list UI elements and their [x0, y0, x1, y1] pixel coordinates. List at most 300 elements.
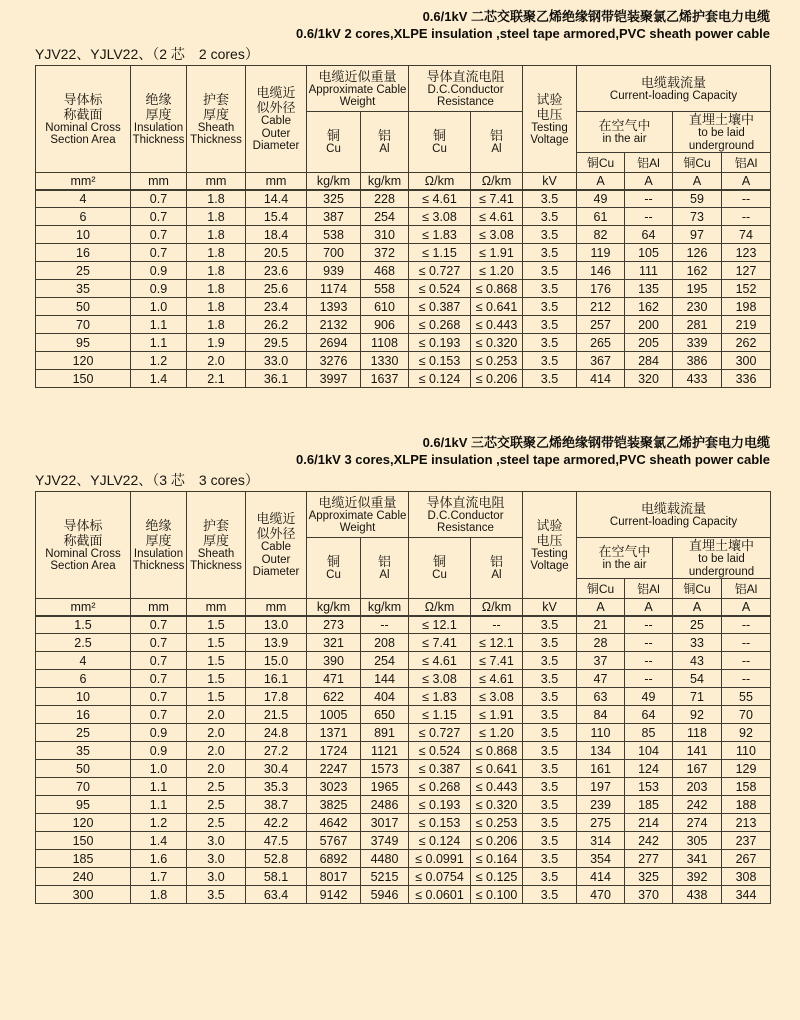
cell: ≤ 0.320 [471, 796, 523, 814]
cell: 64 [625, 706, 673, 724]
cell: 0.7 [131, 688, 187, 706]
cell: 95 [36, 796, 131, 814]
cell: 95 [36, 334, 131, 352]
cell: 3.5 [523, 370, 577, 388]
cell: 110 [577, 724, 625, 742]
cell: 33.0 [246, 352, 307, 370]
subgroup-underground: 直埋土壤中 to be laid underground [673, 112, 771, 153]
col-nominal-section: 导体标 称截面 Nominal Cross Section Area [36, 66, 131, 173]
cell: ≤ 0.253 [471, 814, 523, 832]
cell: 0.7 [131, 634, 187, 652]
cell: 49 [625, 688, 673, 706]
cell: 1.2 [131, 814, 187, 832]
group-dc-resistance: 导体直流电阻 D.C.Conductor Resistance [409, 66, 523, 112]
cell: 257 [577, 316, 625, 334]
table-header [36, 492, 771, 616]
cell: 208 [361, 634, 409, 652]
cell: 14.4 [246, 190, 307, 208]
cell: 203 [673, 778, 722, 796]
cell: 26.2 [246, 316, 307, 334]
cell: 10 [36, 226, 131, 244]
table1-model-line: YJV22、YJLV22、（2 芯 2 cores） [35, 46, 259, 62]
cell: ≤ 0.387 [409, 760, 471, 778]
cell: ≤ 4.61 [409, 652, 471, 670]
table-row [36, 370, 771, 388]
cell: 558 [361, 280, 409, 298]
cell: 18.4 [246, 226, 307, 244]
cell: 185 [625, 796, 673, 814]
cell: 538 [307, 226, 361, 244]
cell: 162 [625, 298, 673, 316]
cell: 325 [625, 868, 673, 886]
cell: 25 [36, 262, 131, 280]
cell: 9142 [307, 886, 361, 904]
cell: ≤ 4.61 [409, 190, 471, 208]
cell: 50 [36, 760, 131, 778]
cell: 2.5 [187, 778, 246, 796]
cell: 1.4 [131, 832, 187, 850]
cell: 1.8 [187, 316, 246, 334]
col-underground-cu: 铜Cu [673, 579, 722, 599]
cell: 230 [673, 298, 722, 316]
table-row [36, 190, 771, 208]
cell: 30.4 [246, 760, 307, 778]
unit-cell: A [673, 173, 722, 190]
unit-cell: kg/km [361, 173, 409, 190]
table-row [36, 652, 771, 670]
cell: 105 [625, 244, 673, 262]
cell: 468 [361, 262, 409, 280]
col-air-al: 铝Al [625, 153, 673, 173]
cell: 0.9 [131, 280, 187, 298]
section-2core [35, 8, 770, 388]
cell: 3.5 [523, 616, 577, 634]
cell: 20.5 [246, 244, 307, 262]
cell: 1.2 [131, 352, 187, 370]
cell: ≤ 3.08 [409, 670, 471, 688]
cell: ≤ 1.20 [471, 262, 523, 280]
cell: 367 [577, 352, 625, 370]
cell: 3276 [307, 352, 361, 370]
cell: 212 [577, 298, 625, 316]
cell: 25.6 [246, 280, 307, 298]
table-row [36, 724, 771, 742]
cell: ≤ 0.443 [471, 778, 523, 796]
cell: 153 [625, 778, 673, 796]
cell: 3.5 [523, 334, 577, 352]
cell: 25 [673, 616, 722, 634]
cell: 273 [307, 616, 361, 634]
cell: ≤ 3.08 [471, 226, 523, 244]
table-row [36, 244, 771, 262]
cell: 1.8 [187, 244, 246, 262]
cell: ≤ 0.124 [409, 832, 471, 850]
cell: 3023 [307, 778, 361, 796]
cell: 35 [36, 742, 131, 760]
cell: 939 [307, 262, 361, 280]
cell: 239 [577, 796, 625, 814]
cell: 124 [625, 760, 673, 778]
cell: ≤ 0.0991 [409, 850, 471, 868]
col-testing-voltage: 试验 电压 Testing Voltage [523, 492, 577, 599]
col-resistance-cu: 铜 Cu [409, 538, 471, 599]
cell: 13.9 [246, 634, 307, 652]
col-weight-cu: 铜 Cu [307, 112, 361, 173]
cell: 1.0 [131, 760, 187, 778]
cell: 17.8 [246, 688, 307, 706]
cell: ≤ 0.524 [409, 742, 471, 760]
cell: 2.0 [187, 352, 246, 370]
cell: -- [361, 616, 409, 634]
cell: 135 [625, 280, 673, 298]
cell: 341 [673, 850, 722, 868]
cell: 70 [36, 778, 131, 796]
cell: 438 [673, 886, 722, 904]
unit-cell: mm [131, 599, 187, 616]
cell: ≤ 0.641 [471, 760, 523, 778]
cell: 3.5 [523, 316, 577, 334]
cell: 471 [307, 670, 361, 688]
cell: 21 [577, 616, 625, 634]
table1-title-en: 0.6/1kV 2 cores,XLPE insulation ,steel tape armored,PVC sheath power cable [296, 26, 770, 41]
cell: 4 [36, 652, 131, 670]
cell: 3.5 [523, 688, 577, 706]
cell: 392 [673, 868, 722, 886]
cell: 23.6 [246, 262, 307, 280]
cell: 314 [577, 832, 625, 850]
cell: 254 [361, 208, 409, 226]
table-row [36, 832, 771, 850]
cell: 1.8 [131, 886, 187, 904]
col-air-cu: 铜Cu [577, 153, 625, 173]
subgroup-in-air: 在空气中 in the air [577, 112, 673, 153]
cell: 275 [577, 814, 625, 832]
cell: 2.0 [187, 742, 246, 760]
col-weight-al: 铝 Al [361, 538, 409, 599]
cell: 3749 [361, 832, 409, 850]
cell: 118 [673, 724, 722, 742]
col-testing-voltage: 试验 电压 Testing Voltage [523, 66, 577, 173]
table1-title-zh: 0.6/1kV 二芯交联聚乙烯绝缘钢带铠装聚氯乙烯护套电力电缆 [422, 9, 770, 24]
cell: 2.5 [36, 634, 131, 652]
unit-cell: A [625, 599, 673, 616]
cell: 891 [361, 724, 409, 742]
cell: 3.5 [523, 352, 577, 370]
cell: ≤ 0.206 [471, 832, 523, 850]
cell: 42.2 [246, 814, 307, 832]
cell: 344 [722, 886, 771, 904]
cell: 3.5 [523, 706, 577, 724]
cell: ≤ 1.91 [471, 244, 523, 262]
cell: 47.5 [246, 832, 307, 850]
cell: ≤ 3.08 [409, 208, 471, 226]
cell: 372 [361, 244, 409, 262]
cell: 162 [673, 262, 722, 280]
cell: 146 [577, 262, 625, 280]
cell: 63.4 [246, 886, 307, 904]
cell: ≤ 7.41 [409, 634, 471, 652]
cell: ≤ 0.443 [471, 316, 523, 334]
cell: 1.6 [131, 850, 187, 868]
cell: 277 [625, 850, 673, 868]
cell: 3.5 [523, 190, 577, 208]
cell: 150 [36, 370, 131, 388]
col-sheath-thickness: 护套 厚度 Sheath Thickness [187, 66, 246, 173]
spec-table-2core [35, 65, 771, 388]
table2-title-en: 0.6/1kV 3 cores,XLPE insulation ,steel tape armored,PVC sheath power cable [296, 452, 770, 467]
cell: 85 [625, 724, 673, 742]
unit-cell: A [577, 599, 625, 616]
cell: 35 [36, 280, 131, 298]
cell: 1.8 [187, 190, 246, 208]
cell: 73 [673, 208, 722, 226]
cell: 176 [577, 280, 625, 298]
cell: 152 [722, 280, 771, 298]
cell: 129 [722, 760, 771, 778]
cell: 1.5 [187, 688, 246, 706]
cell: 0.9 [131, 262, 187, 280]
cell: 10 [36, 688, 131, 706]
cell: 23.4 [246, 298, 307, 316]
cell: -- [625, 190, 673, 208]
cell: 167 [673, 760, 722, 778]
cell: 3.5 [523, 742, 577, 760]
cell: 3997 [307, 370, 361, 388]
cell: 49 [577, 190, 625, 208]
cell: 2.0 [187, 706, 246, 724]
cell: 284 [625, 352, 673, 370]
cell: 27.2 [246, 742, 307, 760]
cell: 3.5 [523, 670, 577, 688]
subgroup-in-air: 在空气中 in the air [577, 538, 673, 579]
cell: 622 [307, 688, 361, 706]
unit-cell: mm [246, 173, 307, 190]
cell: 219 [722, 316, 771, 334]
cell: 50 [36, 298, 131, 316]
col-cable-outer-diameter: 电缆近 似外径 Cable Outer Diameter [246, 66, 307, 173]
table1-titles [35, 8, 770, 42]
cell: 5215 [361, 868, 409, 886]
cell: 262 [722, 334, 771, 352]
col-sheath-thickness: 护套 厚度 Sheath Thickness [187, 492, 246, 599]
cell: 29.5 [246, 334, 307, 352]
cell: 1.5 [36, 616, 131, 634]
cell: 336 [722, 370, 771, 388]
cell: ≤ 1.15 [409, 244, 471, 262]
cell: 150 [36, 832, 131, 850]
cell: 5946 [361, 886, 409, 904]
cell: 3.5 [523, 298, 577, 316]
cell: 242 [625, 832, 673, 850]
cell: ≤ 0.868 [471, 280, 523, 298]
cell: 305 [673, 832, 722, 850]
cell: 0.7 [131, 670, 187, 688]
cell: 265 [577, 334, 625, 352]
cell: 1108 [361, 334, 409, 352]
cell: 281 [673, 316, 722, 334]
cell: 3.0 [187, 868, 246, 886]
table2-title-zh: 0.6/1kV 三芯交联聚乙烯绝缘钢带铠装聚氯乙烯护套电力电缆 [422, 435, 770, 450]
units-row [36, 599, 771, 616]
cell: 110 [722, 742, 771, 760]
cell: 308 [722, 868, 771, 886]
unit-cell: Ω/km [409, 173, 471, 190]
cell: ≤ 0.124 [409, 370, 471, 388]
cell: 320 [625, 370, 673, 388]
table-row [36, 706, 771, 724]
table-row [36, 688, 771, 706]
cell: 3.5 [523, 886, 577, 904]
table-row [36, 850, 771, 868]
cell: 21.5 [246, 706, 307, 724]
cell: 274 [673, 814, 722, 832]
cell: 3.5 [523, 244, 577, 262]
cell: 37 [577, 652, 625, 670]
cell: 126 [673, 244, 722, 262]
cell: 1.8 [187, 298, 246, 316]
cell: 1005 [307, 706, 361, 724]
cell: 390 [307, 652, 361, 670]
cell: 0.7 [131, 706, 187, 724]
cell: 414 [577, 868, 625, 886]
cell: 120 [36, 814, 131, 832]
unit-cell: kV [523, 599, 577, 616]
unit-cell: A [673, 599, 722, 616]
unit-cell: kg/km [361, 599, 409, 616]
cell: 906 [361, 316, 409, 334]
group-cable-weight: 电缆近似重量 Approximate Cable Weight [307, 66, 409, 112]
cell: 70 [722, 706, 771, 724]
col-insulation-thickness: 绝缘 厚度 Insulation Thickness [131, 492, 187, 599]
cell: 1965 [361, 778, 409, 796]
cell: 2.0 [187, 760, 246, 778]
unit-cell: kg/km [307, 173, 361, 190]
unit-cell: mm [187, 173, 246, 190]
cell: 58.1 [246, 868, 307, 886]
cell: 3017 [361, 814, 409, 832]
cell: 1724 [307, 742, 361, 760]
cell: -- [722, 634, 771, 652]
cell: 16 [36, 706, 131, 724]
cell: 0.7 [131, 226, 187, 244]
cell: 63 [577, 688, 625, 706]
col-resistance-al: 铝 Al [471, 112, 523, 173]
cell: 84 [577, 706, 625, 724]
cell: 188 [722, 796, 771, 814]
cell: ≤ 1.91 [471, 706, 523, 724]
cell: 325 [307, 190, 361, 208]
unit-cell: kV [523, 173, 577, 190]
table-row [36, 796, 771, 814]
cell: 1.9 [187, 334, 246, 352]
cell: 82 [577, 226, 625, 244]
unit-cell: Ω/km [471, 173, 523, 190]
cell: 104 [625, 742, 673, 760]
cell: ≤ 1.83 [409, 688, 471, 706]
subgroup-underground: 直埋土壤中 to be laid underground [673, 538, 771, 579]
cell: ≤ 3.08 [471, 688, 523, 706]
cell: 1330 [361, 352, 409, 370]
unit-cell: mm² [36, 599, 131, 616]
cell: 1393 [307, 298, 361, 316]
cell: 8017 [307, 868, 361, 886]
cell: 134 [577, 742, 625, 760]
cell: ≤ 0.868 [471, 742, 523, 760]
cell: 3.5 [523, 778, 577, 796]
cell: 4 [36, 190, 131, 208]
cell: 120 [36, 352, 131, 370]
cell: ≤ 0.727 [409, 262, 471, 280]
cell: 28 [577, 634, 625, 652]
cell: ≤ 0.387 [409, 298, 471, 316]
cell: 414 [577, 370, 625, 388]
cell: 1174 [307, 280, 361, 298]
col-insulation-thickness: 绝缘 厚度 Insulation Thickness [131, 66, 187, 173]
cell: ≤ 0.164 [471, 850, 523, 868]
group-current-capacity: 电缆载流量 Current-loading Capacity [577, 66, 771, 112]
cell: 92 [673, 706, 722, 724]
table-row [36, 316, 771, 334]
cell: ≤ 12.1 [409, 616, 471, 634]
cell: 43 [673, 652, 722, 670]
cell: 1.5 [187, 634, 246, 652]
cell: ≤ 0.524 [409, 280, 471, 298]
table-row [36, 760, 771, 778]
cell: 3.5 [523, 208, 577, 226]
cell: -- [722, 208, 771, 226]
cell: ≤ 0.253 [471, 352, 523, 370]
cell: 213 [722, 814, 771, 832]
unit-cell: A [722, 599, 771, 616]
cell: 161 [577, 760, 625, 778]
cell: 4642 [307, 814, 361, 832]
cell: 1.4 [131, 370, 187, 388]
cell: ≤ 0.0754 [409, 868, 471, 886]
col-underground-al: 铝Al [722, 579, 771, 599]
section-3core [35, 434, 770, 904]
cell: 0.9 [131, 724, 187, 742]
cell: 1.8 [187, 226, 246, 244]
cell: -- [625, 670, 673, 688]
cell: 1.1 [131, 334, 187, 352]
cell: 300 [36, 886, 131, 904]
col-weight-al: 铝 Al [361, 112, 409, 173]
cell: ≤ 0.153 [409, 352, 471, 370]
cell: 70 [36, 316, 131, 334]
cell: -- [625, 634, 673, 652]
cell: 240 [36, 868, 131, 886]
cell: 470 [577, 886, 625, 904]
cell: 339 [673, 334, 722, 352]
cell: 2.5 [187, 814, 246, 832]
cell: -- [722, 670, 771, 688]
cell: 3.5 [187, 886, 246, 904]
cell: 1121 [361, 742, 409, 760]
cell: 25 [36, 724, 131, 742]
cell: 2.0 [187, 724, 246, 742]
cell: 214 [625, 814, 673, 832]
cell: 3.5 [523, 796, 577, 814]
cell: -- [722, 190, 771, 208]
cell: 47 [577, 670, 625, 688]
table2-model-line: YJV22、YJLV22、（3 芯 3 cores） [35, 472, 259, 488]
cell: 700 [307, 244, 361, 262]
cell: 54 [673, 670, 722, 688]
col-weight-cu: 铜 Cu [307, 538, 361, 599]
col-air-cu: 铜Cu [577, 579, 625, 599]
cell: 195 [673, 280, 722, 298]
cell: ≤ 7.41 [471, 190, 523, 208]
